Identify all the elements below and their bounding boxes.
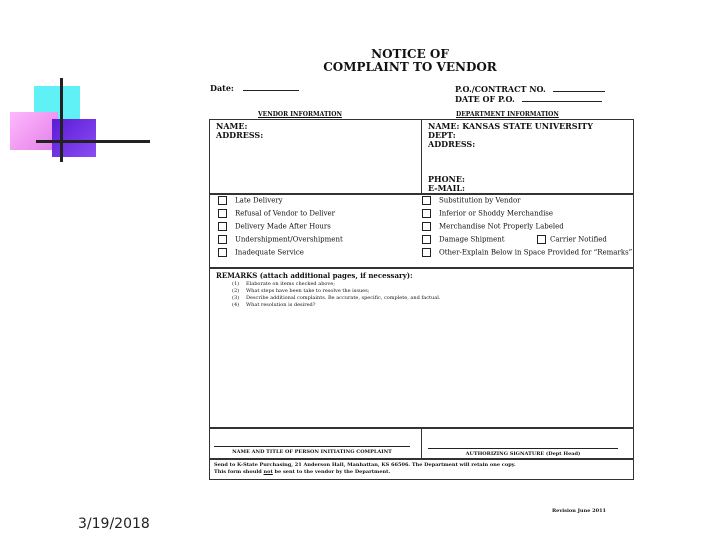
vendor-address-label: ADDRESS:: [216, 130, 264, 140]
footer-line2: This form should not be sent to the vendor by the Department.: [214, 469, 391, 475]
decor-purple-square: [52, 119, 96, 157]
form-title-line2: COMPLAINT TO VENDOR: [323, 60, 497, 74]
remarks-list: [232, 281, 440, 309]
checkbox-after-hours[interactable]: Delivery Made After Hours: [218, 222, 331, 232]
checkbox-icon[interactable]: [218, 209, 227, 218]
initiator-signature-line[interactable]: [214, 446, 410, 447]
decor-vertical-line: [60, 78, 63, 162]
vendor-name-label: NAME:: [216, 121, 248, 131]
checkbox-substitution[interactable]: Substitution by Vendor: [422, 196, 521, 206]
department-info-header: DEPARTMENT INFORMATION: [456, 111, 559, 118]
email-label: E-MAIL:: [428, 183, 465, 193]
date-po-label: DATE OF P.O.: [455, 94, 515, 104]
date-blank[interactable]: [243, 83, 299, 91]
po-label: P.O./CONTRACT NO.: [455, 84, 546, 94]
checkbox-not-labeled[interactable]: Merchandise Not Properly Labeled: [422, 222, 564, 232]
authorizing-signature-line[interactable]: [428, 448, 618, 449]
authorizing-label: AUTHORIZING SIGNATURE (Dept Head): [465, 451, 581, 457]
remarks-item: (1) Elaborate on items checked above;: [232, 281, 335, 287]
remarks-item: (3) Describe additional complaints. Be accurate, specific, complete, and factual.: [232, 295, 441, 301]
checkbox-icon[interactable]: [422, 235, 431, 244]
checkbox-icon[interactable]: [537, 235, 546, 244]
date-label: Date:: [210, 83, 234, 93]
date-po-blank[interactable]: [522, 94, 602, 102]
remarks-heading: REMARKS (attach additional pages, if necessary):: [216, 271, 413, 280]
slide-date: 3/19/2018: [78, 516, 150, 532]
dept-address-label: ADDRESS:: [428, 139, 476, 149]
revision-label: Revision June 2011: [552, 508, 607, 514]
dept-name-line: NAME: KANSAS STATE UNIVERSITY: [428, 121, 593, 131]
checkbox-other[interactable]: Other-Explain Below in Space Provided for “Remarks”: [422, 248, 632, 258]
footer-instructions: [214, 462, 516, 476]
vendor-info-header: VENDOR INFORMATION: [258, 111, 342, 118]
checkbox-icon[interactable]: [218, 222, 227, 231]
checkbox-icon[interactable]: [218, 235, 227, 244]
po-field: [455, 84, 605, 94]
checkbox-damage-shipment[interactable]: Damage Shipment: [422, 235, 505, 245]
date-po-field: [455, 94, 602, 104]
checkbox-inferior[interactable]: Inferior or Shoddy Merchandise: [422, 209, 553, 219]
decor-pink-square: [10, 112, 58, 150]
decor-horizontal-line: [36, 140, 150, 143]
signature-divider: [421, 428, 422, 459]
form-title-line1: NOTICE OF: [371, 47, 449, 61]
checkbox-icon[interactable]: [422, 209, 431, 218]
checkbox-late-delivery[interactable]: Late Delivery: [218, 196, 283, 206]
checkbox-refusal[interactable]: Refusal of Vendor to Deliver: [218, 209, 335, 219]
phone-label: PHONE:: [428, 174, 465, 184]
checkbox-icon[interactable]: [422, 248, 431, 257]
dept-label: DEPT:: [428, 130, 456, 140]
remarks-item: (2) What steps have been take to resolve the issues;: [232, 288, 370, 294]
checkbox-icon[interactable]: [422, 222, 431, 231]
date-field: [210, 83, 299, 93]
checkbox-icon[interactable]: [422, 196, 431, 205]
checkbox-icon[interactable]: [218, 196, 227, 205]
form-title: [280, 48, 540, 74]
checkbox-icon[interactable]: [218, 248, 227, 257]
checkbox-undershipment[interactable]: Undershipment/Overshipment: [218, 235, 343, 245]
checkbox-inadequate-service[interactable]: Inadequate Service: [218, 248, 304, 258]
info-divider: [421, 119, 422, 194]
initiator-label: NAME AND TITLE OF PERSON INITIATING COMPLAINT: [232, 449, 392, 455]
footer-line1: Send to K-State Purchasing, 21 Anderson Hall, Manhattan, KS 66506. The Department will retain one copy.: [214, 462, 516, 468]
po-blank[interactable]: [553, 84, 605, 92]
checkbox-carrier-notified[interactable]: Carrier Notified: [537, 235, 607, 245]
remarks-item: (4) What resolution is desired?: [232, 302, 316, 308]
